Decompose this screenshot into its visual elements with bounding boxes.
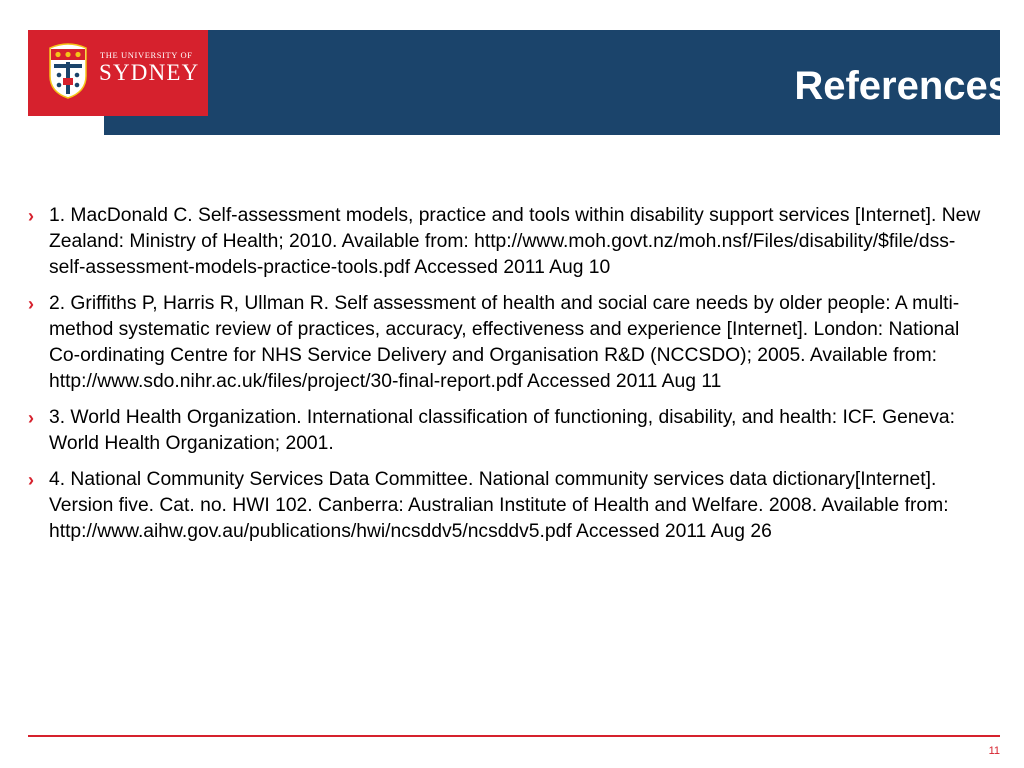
reference-list (28, 203, 990, 555)
reference-item (28, 291, 990, 395)
reference-text: 4. National Community Services Data Committee. National community services data dictionary[Internet]. Version five. Cat. no. HWI 102. Canberra: Australian Institute of Health and Welfare. 2008. Available from: http://www.aihw.gov.au/publications/hwi/ncsddv5/ncsddv5.pdf Accessed 2011 Aug 26 (49, 469, 949, 542)
page-number: 11 (988, 745, 1000, 757)
reference-item (28, 467, 990, 545)
university-logo (28, 30, 208, 116)
bullet-chevron-icon: › (28, 206, 34, 226)
logo-university-of-text: THE UNIVERSITY OF (100, 50, 193, 60)
reference-item (28, 405, 990, 457)
logo-sydney-text: SYDNEY (99, 60, 200, 85)
university-crest-icon (46, 42, 90, 100)
reference-item (28, 203, 990, 281)
slide-title: References (794, 64, 1010, 108)
reference-text: 2. Griffiths P, Harris R, Ullman R. Self assessment of health and social care needs by older people: A multi-method systematic review of practices, accuracy, effectiveness and experience [Internet]. London: National Co-ordinating Centre for NHS Service Delivery and Organisation R&D (NCCSDO); 2005. Available from: http://www.sdo.nihr.ac.uk/files/project/30-final-report.pdf Accessed 2011 Aug 11 (49, 293, 960, 392)
reference-text: 3. World Health Organization. International classification of functioning, disability, and health: ICF. Geneva: World Health Organization; 2001. (49, 407, 956, 454)
footer-divider (28, 735, 1000, 737)
bullet-chevron-icon: › (28, 408, 34, 428)
reference-text: 1. MacDonald C. Self-assessment models, practice and tools within disability support services [Internet]. New Zealand: Ministry of Health; 2010. Available from: http://www.moh.govt.nz/moh.nsf/Files/disability/$file/dss-self-assessment-models-practice-tools.pdf Accessed 2011 Aug 10 (49, 205, 981, 278)
bullet-chevron-icon: › (28, 294, 34, 314)
bullet-chevron-icon: › (28, 470, 34, 490)
